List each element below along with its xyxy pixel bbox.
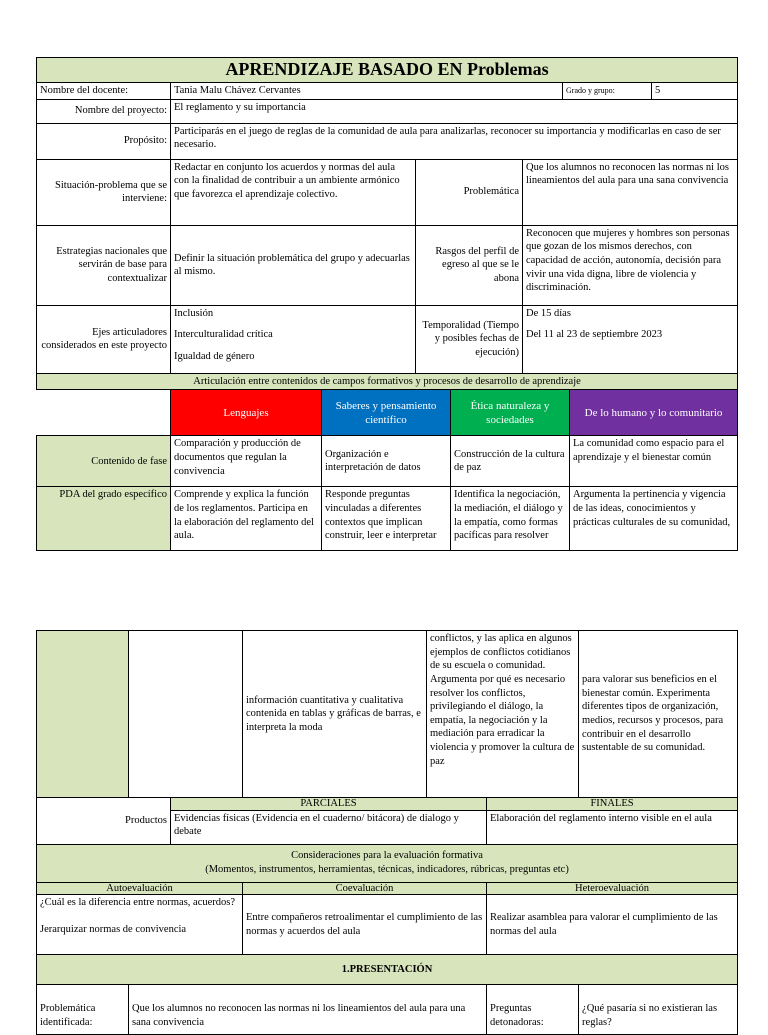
preguntas-value: ¿Qué pasaría si no existieran las reglas? [579,985,738,1035]
temporalidad-value [523,305,738,373]
contenido-lenguajes: Comparación y producción de documentos que regulan la convivencia [171,436,322,487]
problematica-id-label: Problemática identificada: [37,985,129,1035]
problematica-label: Problemática [416,159,523,225]
proposito-value: Participarás en el juego de reglas de la comunidad de aula para analizarlas, reconocer su importancia y modificarlas en caso de ser necesario. [171,123,738,159]
productos-label: Productos [37,798,171,845]
pda-label-cont [37,631,129,798]
estrategias-label: Estrategias nacionales que servirán de base para contextualizar [37,225,171,305]
grado-label: Grado y grupo: [563,82,652,99]
document-title: APRENDIZAJE BASADO EN Problemas [37,58,738,83]
proyecto-value: El reglamento y su importancia [171,99,738,123]
pda-lenguajes-cont [129,631,243,798]
temporalidad-label: Temporalidad (Tiempo y posibles fechas de ejecución) [416,305,523,373]
contenido-saberes: Organización e interpretación de datos [322,436,451,487]
campo-etica: Ética naturaleza y sociedades [451,390,570,436]
pda-saberes: Responde preguntas vinculadas a diferentes contextos que implican construir, leer e interpretar [322,487,451,551]
hetero-value: Realizar asamblea para valorar el cumplimiento de las normas del aula [487,895,738,955]
contenido-etica: Construcción de la cultura de paz [451,436,570,487]
coe-header: Coevaluación [243,882,487,895]
ejes-list [171,305,416,373]
grado-value: 5 [652,82,738,99]
consideraciones-header [37,844,738,882]
rasgos-value: Reconocen que mujeres y hombres son personas que gozan de los mismos derechos, con capacidad de acción, autonomía, decisión para vivir una vida digna, libre de violencia y discriminación. [523,225,738,305]
pda-etica-cont: conflictos, y las aplica en algunos ejemplos de conflictos cotidianos de su escuela o comunidad. Argumenta por qué es necesario resolver los conflictos, privilegiando el diálogo, la empatía, la negociación y la mediación para erradicar la violencia y promover la cultura de paz [427,631,579,798]
consideraciones-subtitle: (Momentos, instrumentos, herramientas, técnicas, indicadores, rúbricas, preguntas etc) [205,864,569,876]
preguntas-label: Preguntas detonadoras: [487,985,579,1035]
contenido-humano: La comunidad como espacio para el aprendizaje y el bienestar común [570,436,738,487]
docente-value: Tania Malu Chávez Cervantes [171,82,563,99]
docente-label: Nombre del docente: [37,82,171,99]
ejes-label: Ejes articuladores considerados en este proyecto [37,305,171,373]
coe-value: Entre compañeros retroalimentar el cumplimiento de las normas y acuerdos del aula [243,895,487,955]
contenido-label: Contenido de fase [37,436,171,487]
pda-etica: Identifica la negociación, la mediación, el diálogo y la empatía, como formas pacíficas para resolver [451,487,570,551]
problematica-id-value: Que los alumnos no reconocen las normas ni los lineamientos del aula para una sana convivencia [129,985,487,1035]
consideraciones-title: Consideraciones para la evaluación formativa [291,850,483,862]
pda-lenguajes: Comprende y explica la función de los reglamentos. Participa en la elaboración del reglamento del aula. [171,487,322,551]
campo-humano: De lo humano y lo comunitario [570,390,738,436]
auto-question: ¿Cuál es la diferencia entre normas, acuerdos? [40,897,236,909]
finales-header: FINALES [487,798,738,811]
eje-item: Igualdad de género [174,351,255,363]
campo-lenguajes: Lenguajes [171,390,322,436]
estrategias-value: Definir la situación problemática del grupo y adecuarlas al mismo. [171,225,416,305]
auto-value [37,895,243,955]
parciales-value: Evidencias físicas (Evidencia en el cuaderno/ bitácora) de dialogo y debate [171,810,487,844]
pda-humano: Argumenta la pertinencia y vigencia de las ideas, conocimientos y prácticas culturales de su comunidad, [570,487,738,551]
campo-saberes: Saberes y pensamiento científico [322,390,451,436]
planning-table-page2 [36,630,738,1035]
articulacion-header: Articulación entre contenidos de campos formativos y procesos de desarrollo de aprendizaje [37,373,738,390]
planning-table-page1 [36,57,738,551]
situacion-value: Redactar en conjunto los acuerdos y normas del aula con la finalidad de contribuir a un ambiente armónico que favorezca el aprendizaje colectivo. [171,159,416,225]
temporalidad-fechas: Del 11 al 23 de septiembre 2023 [526,329,663,341]
eje-item: Inclusión [174,307,214,319]
rasgos-label: Rasgos del perfil de egreso al que se le abona [416,225,523,305]
temporalidad-duracion: De 15 días [526,307,571,319]
presentacion-header: 1.PRESENTACIÓN [37,955,738,985]
parciales-header: PARCIALES [171,798,487,811]
auto-task: Jerarquizar normas de convivencia [40,924,187,936]
pda-humano-cont: para valorar sus beneficios en el bienestar común. Experimenta diferentes tipos de organización, medios, recursos y procesos, para contribuir en el desarrollo sustentable de su comunidad. [579,631,738,798]
situacion-label: Situación-problema que se intervienе: [37,159,171,225]
finales-value: Elaboración del reglamento interno visible en el aula [487,810,738,844]
pda-label: PDA del grado específico [37,487,171,551]
pda-saberes-cont: información cuantitativa y cualitativa contenida en tablas y gráficas de barras, e interpreta la moda [243,631,427,798]
proyecto-label: Nombre del proyecto: [37,99,171,123]
problematica-value: Que los alumnos no reconocen las normas ni los lineamientos del aula para una sana convivencia [523,159,738,225]
blank-cell [37,390,171,436]
auto-header: Autoevaluación [37,882,243,895]
eje-item: Interculturalidad crítica [174,329,273,341]
proposito-label: Propósito: [37,123,171,159]
hetero-header: Heteroevaluación [487,882,738,895]
